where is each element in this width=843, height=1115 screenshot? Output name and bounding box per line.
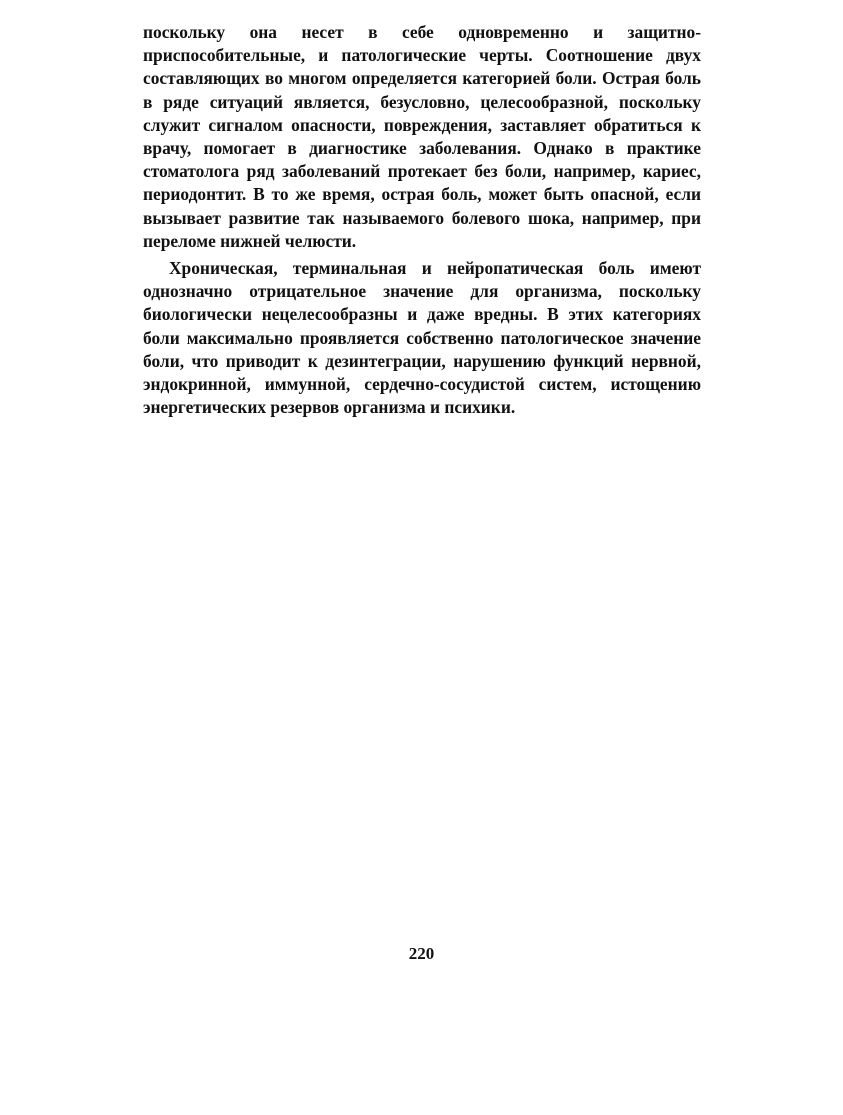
- page-number: 220: [408, 944, 435, 963]
- paragraph-continued: поскольку она несет в себе одновременно и защитно-приспособительные, и патологические черты. Соотношение двух составляющих во многом определяется категорией боли. Острая боль в ряде ситуаций является, безусловно, целесообразной, поскольку служит сигналом опасности, повреждения, заставляет обратиться к врачу, помогает в диагностике заболевания. Однако в практике стоматолога ряд заболеваний протекает без боли, например, кариес, периодонтит. В то же время, острая боль, может быть опасной, если вызывает развитие так называемого болевого шока, например, при переломе нижней челюсти.: [143, 22, 701, 251]
- body-text: [143, 21, 701, 419]
- paragraph: Хроническая, терминальная и нейропатическая боль имеют однозначно отрицательное значение для организма, поскольку биологически нецелесообразны и даже вредны. В этих категориях боли максимально проявляется собственно патологическое значение боли, что приводит к дезинтеграции, нарушению функций нервной, эндокринной, иммунной, сердечно-сосудистой систем, истощению энергетических резервов организма и психики.: [143, 258, 701, 418]
